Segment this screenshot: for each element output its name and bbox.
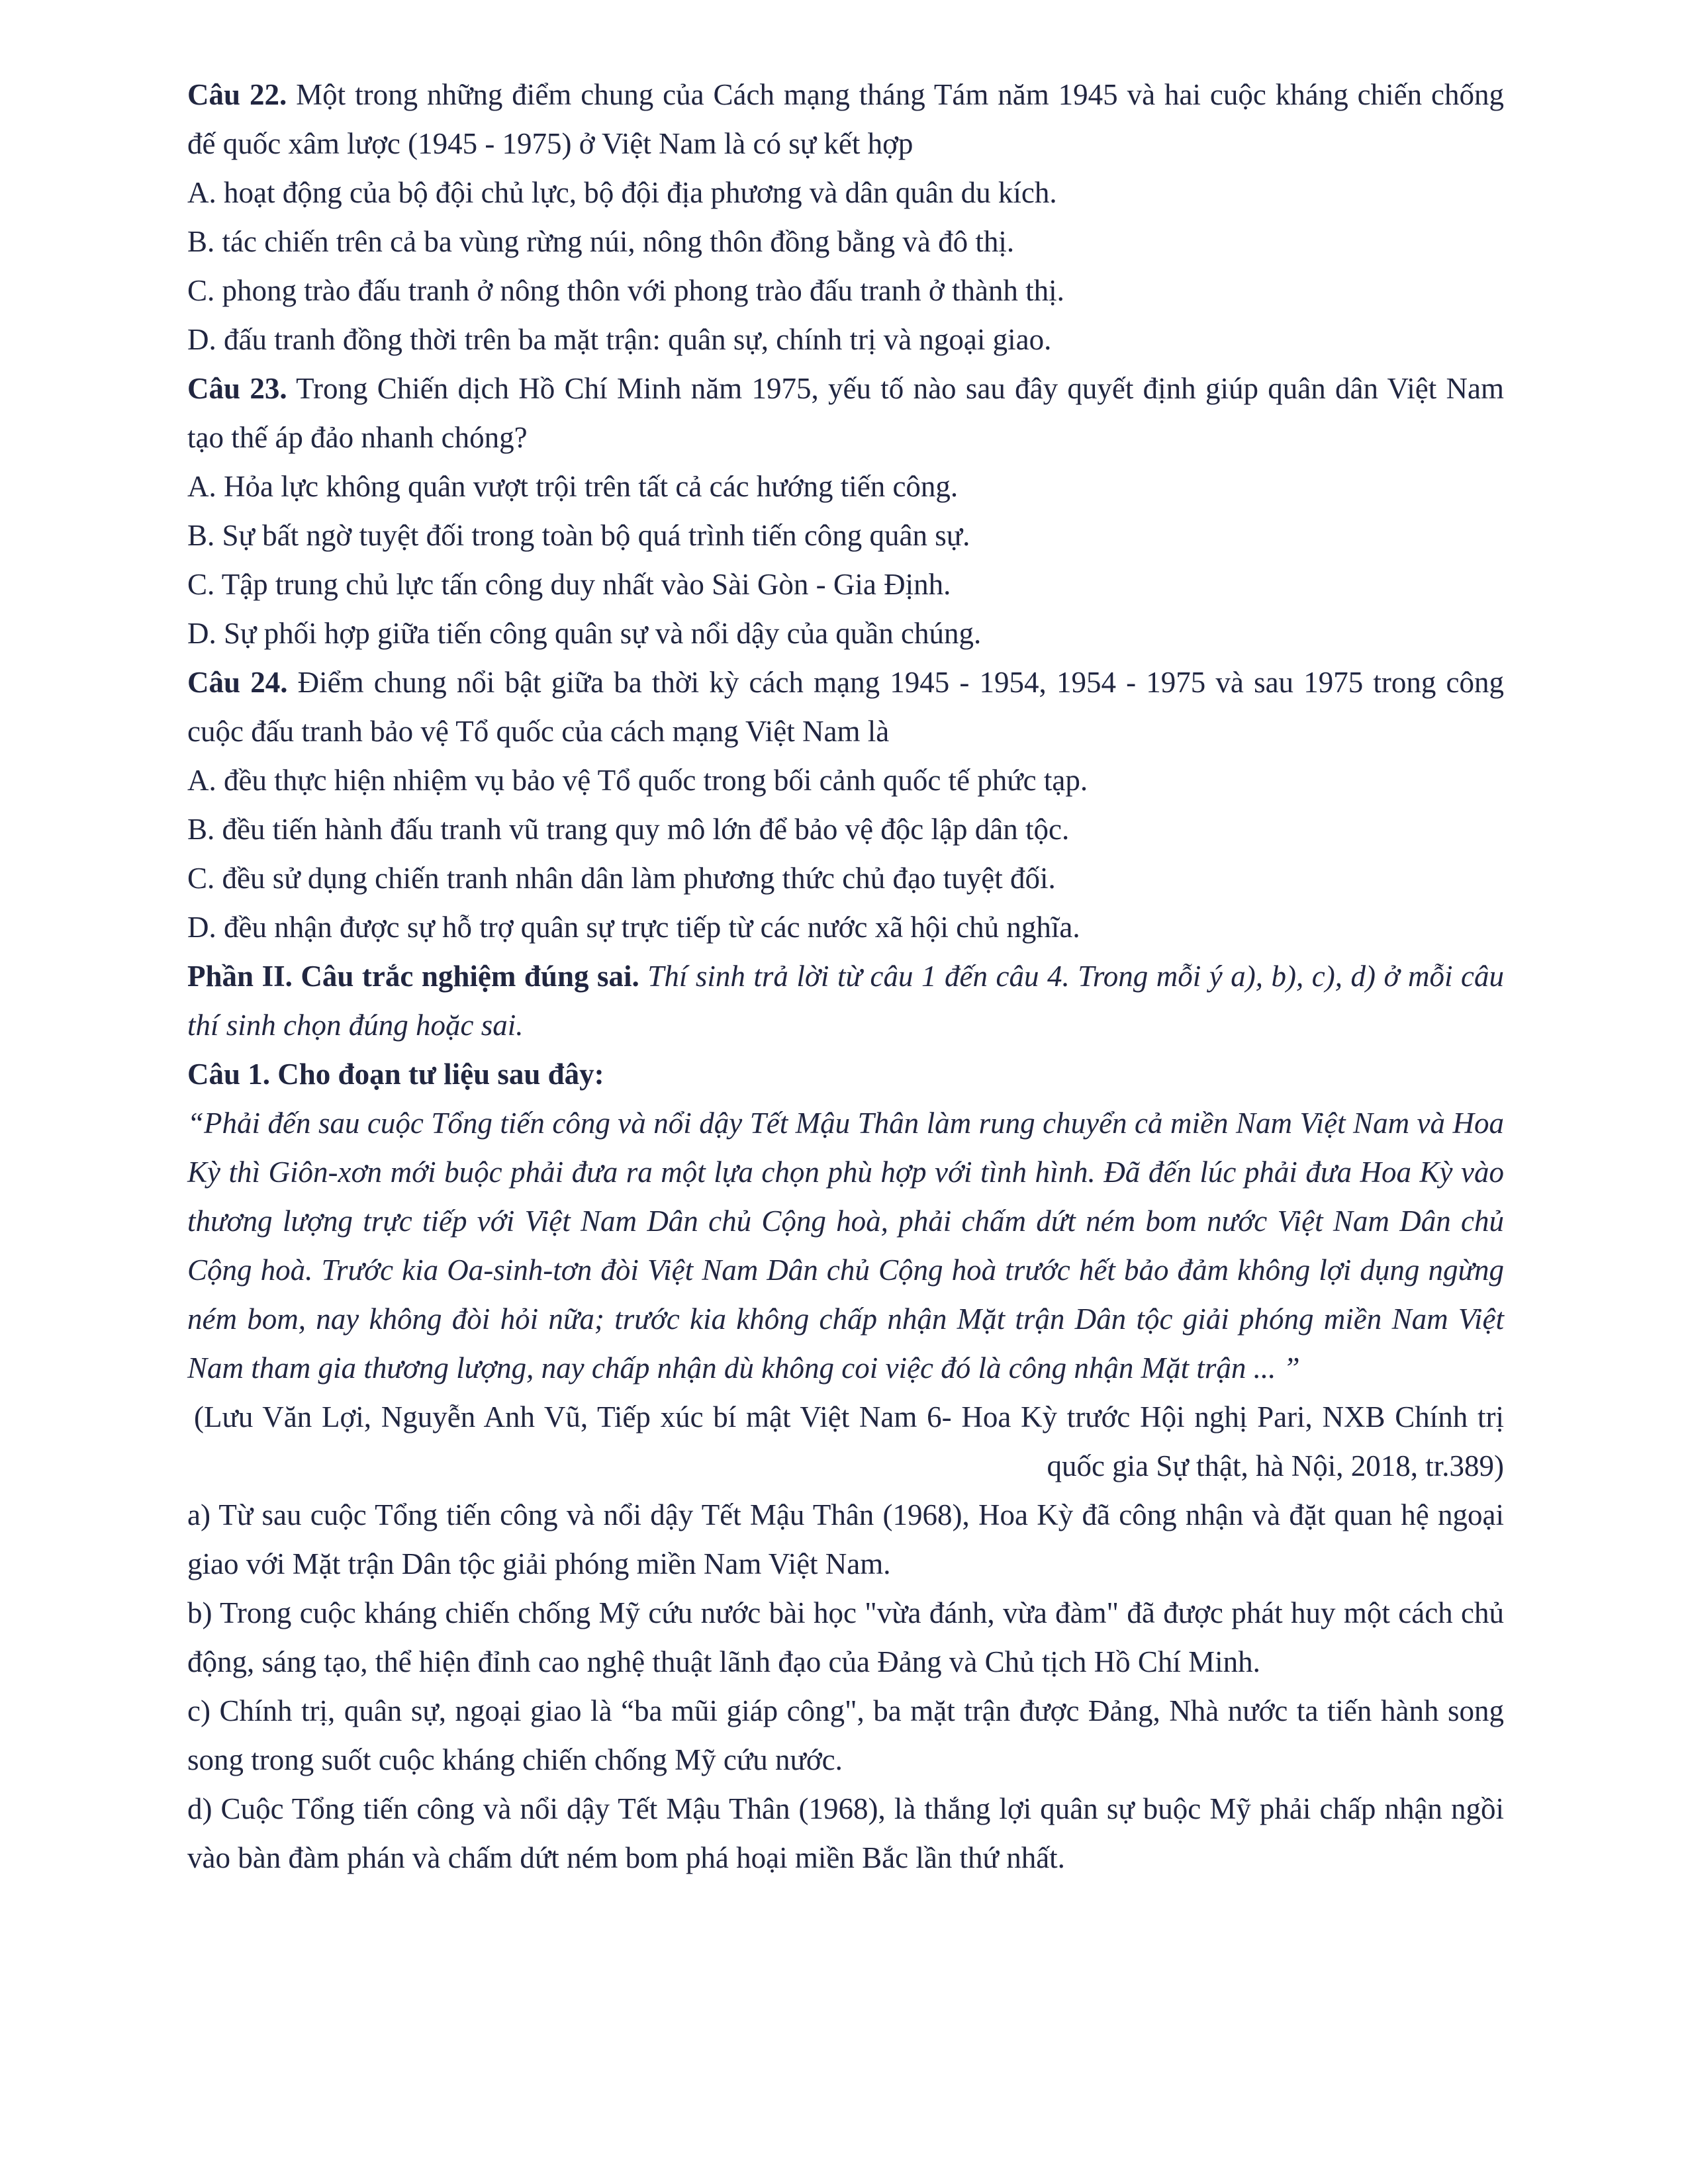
question-22-option-b: B. tác chiến trên cả ba vùng rừng núi, nông thôn đồng bằng và đô thị. <box>187 225 1015 258</box>
section-2-instructions: Thí sinh trả lời từ câu 1 đến câu 4. Trong mỗi ý a), b), c), d) ở mỗi câu thí sinh chọn đúng hoặc sai. <box>187 960 1505 1042</box>
question-24-option-d: D. đều nhận được sự hỗ trợ quân sự trực tiếp từ các nước xã hội chủ nghĩa. <box>187 911 1080 944</box>
question-1-citation: (Lưu Văn Lợi, Nguyễn Anh Vũ, Tiếp xúc bí mật Việt Nam 6- Hoa Kỳ trước Hội nghị Pari, NXB Chính trị quốc gia Sự thật, hà Nội, 2018, tr.389) <box>194 1400 1504 1482</box>
question-23 <box>187 364 1504 658</box>
question-24-option-a: A. đều thực hiện nhiệm vụ bảo vệ Tổ quốc trong bối cảnh quốc tế phức tạp. <box>187 764 1088 797</box>
question-23-stem-text: Trong Chiến dịch Hồ Chí Minh năm 1975, yếu tố nào sau đây quyết định giúp quân dân Việt Nam tạo thế áp đảo nhanh chóng? <box>187 372 1504 454</box>
question-1-statement-a: a) Từ sau cuộc Tổng tiến công và nổi dậy Tết Mậu Thân (1968), Hoa Kỳ đã công nhận và đặt quan hệ ngoại giao với Mặt trận Dân tộc giải phóng miền Nam Việt Nam. <box>187 1498 1504 1580</box>
question-24 <box>187 658 1504 952</box>
question-24-stem-line <box>187 658 1504 756</box>
question-22-stem-text: Một trong những điểm chung của Cách mạng tháng Tám năm 1945 và hai cuộc kháng chiến chống đế quốc xâm lược (1945 - 1975) ở Việt Nam là có sự kết hợp <box>187 78 1505 160</box>
question-22-option-d: D. đấu tranh đồng thời trên ba mặt trận: quân sự, chính trị và ngoại giao. <box>187 323 1052 356</box>
question-1-true-false <box>187 1050 1504 1882</box>
question-24-stem-text: Điểm chung nổi bật giữa ba thời kỳ cách mạng 1945 - 1954, 1954 - 1975 và sau 1975 trong công cuộc đấu tranh bảo vệ Tổ quốc của cách mạng Việt Nam là <box>187 666 1505 748</box>
question-24-option-b: B. đều tiến hành đấu tranh vũ trang quy mô lớn để bảo vệ độc lập dân tộc. <box>187 813 1070 846</box>
section-2-header <box>187 952 1504 1050</box>
question-23-option-c: C. Tập trung chủ lực tấn công duy nhất vào Sài Gòn - Gia Định. <box>187 568 951 601</box>
question-1-statement-b: b) Trong cuộc kháng chiến chống Mỹ cứu nước bài học "vừa đánh, vừa đàm" đã được phát huy một cách chủ động, sáng tạo, thể hiện đỉnh cao nghệ thuật lãnh đạo của Đảng và Chủ tịch Hồ Chí Minh. <box>187 1596 1504 1678</box>
question-24-label: Câu 24. <box>187 666 288 699</box>
question-1-statement-c: c) Chính trị, quân sự, ngoại giao là “ba mũi giáp công", ba mặt trận được Đảng, Nhà nước ta tiến hành song song trong suốt cuộc kháng chiến chống Mỹ cứu nước. <box>187 1694 1504 1776</box>
question-22 <box>187 70 1504 364</box>
question-24-option-c: C. đều sử dụng chiến tranh nhân dân làm phương thức chủ đạo tuyệt đối. <box>187 862 1056 895</box>
question-1-statement-d: d) Cuộc Tổng tiến công và nổi dậy Tết Mậu Thân (1968), là thắng lợi quân sự buộc Mỹ phải chấp nhận ngồi vào bàn đàm phán và chấm dứt ném bom phá hoại miền Bắc lần thứ nhất. <box>187 1792 1504 1874</box>
question-22-option-a: A. hoạt động của bộ đội chủ lực, bộ đội địa phương và dân quân du kích. <box>187 176 1057 209</box>
question-22-option-c: C. phong trào đấu tranh ở nông thôn với phong trào đấu tranh ở thành thị. <box>187 274 1064 307</box>
question-22-stem-line <box>187 70 1504 168</box>
question-23-option-b: B. Sự bất ngờ tuyệt đối trong toàn bộ quá trình tiến công quân sự. <box>187 519 970 552</box>
question-1-heading: Câu 1. Cho đoạn tư liệu sau đây: <box>187 1058 604 1091</box>
question-1-source-quote: “Phải đến sau cuộc Tổng tiến công và nổi dậy Tết Mậu Thân làm rung chuyển cả miền Nam Việt Nam và Hoa Kỳ thì Giôn-xơn mới buộc phải đưa ra một lựa chọn phù hợp với tình hình. Đã đến lúc phải đưa Hoa Kỳ vào thương lượng trực tiếp với Việt Nam Dân chủ Cộng hoà, phải chấm dứt ném bom nước Việt Nam Dân chủ Cộng hoà. Trước kia Oa-sinh-tơn đòi Việt Nam Dân chủ Cộng hoà trước hết bảo đảm không lợi dụng ngừng ném bom, nay không đòi hỏi nữa; trước kia không chấp nhận Mặt trận Dân tộc giải phóng miền Nam Việt Nam tham gia thương lượng, nay chấp nhận dù không coi việc đó là công nhận Mặt trận ... ” <box>187 1107 1504 1385</box>
question-23-option-d: D. Sự phối hợp giữa tiến công quân sự và nổi dậy của quần chúng. <box>187 617 982 650</box>
question-22-label: Câu 22. <box>187 78 287 111</box>
question-23-stem-line <box>187 364 1504 462</box>
question-23-label: Câu 23. <box>187 372 287 405</box>
question-23-option-a: A. Hỏa lực không quân vượt trội trên tất cả các hướng tiến công. <box>187 470 959 503</box>
section-2-header-line <box>187 952 1504 1050</box>
section-2-heading: Phần II. Câu trắc nghiệm đúng sai. <box>187 960 639 993</box>
